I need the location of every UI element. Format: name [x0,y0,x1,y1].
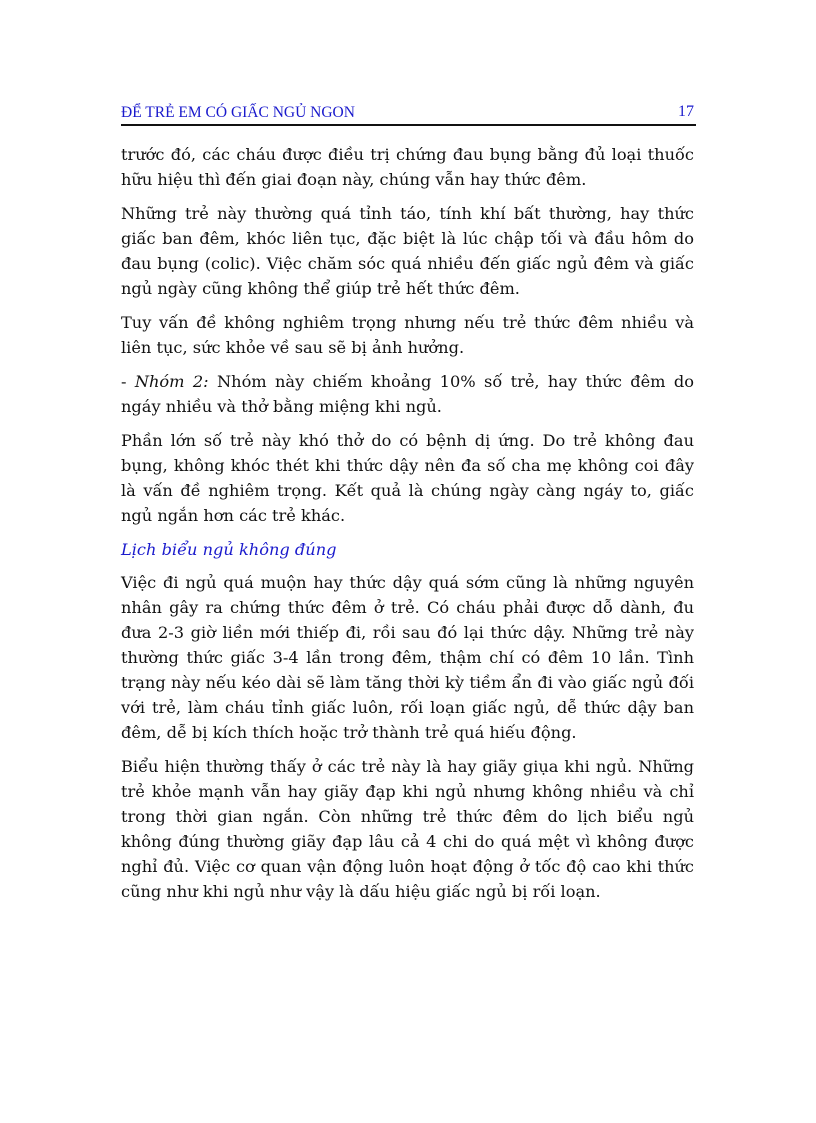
paragraph-7: Biểu hiện thường thấy ở các trẻ này là hay giãy giụa khi ngủ. Những trẻ khỏe mạnh vẫn hay giãy đạp khi ngủ nhưng không nhiều và chỉ trong thời gian ngắn. Còn những trẻ thức đêm do lịch biểu ngủ không đúng thường giãy đạp lâu cả 4 chi do quá mệt vì không được nghỉ đủ. Việc cơ quan vận động luôn hoạt động ở tốc độ cao khi thức cũng như khi ngủ như vậy là dấu hiệu giấc ngủ bị rối loạn. [121,757,694,901]
paragraph-group-2 [121,369,694,419]
header-title: ĐỂ TRẺ EM CÓ GIẤC NGỦ NGON [121,104,355,121]
page-number: 17 [678,103,694,120]
group-description: Nhóm này chiếm khoảng 10% số trẻ, hay thức đêm do ngáy nhiều và thở bằng miệng khi ngủ. [121,372,694,416]
section-subheading: Lịch biểu ngủ không đúng [121,540,337,559]
list-dash: - [121,372,135,391]
paragraph-1: trước đó, các cháu được điều trị chứng đau bụng bằng đủ loại thuốc hữu hiệu thì đến giai đoạn này, chúng vẫn hay thức đêm. [121,145,694,189]
page-body [121,142,694,913]
group-label: Nhóm 2: [134,372,209,391]
paragraph-3: Tuy vấn đề không nghiêm trọng nhưng nếu trẻ thức đêm nhiều và liên tục, sức khỏe về sau sẽ bị ảnh hưởng. [121,313,694,357]
paragraph-5: Phần lớn số trẻ này khó thở do có bệnh dị ứng. Do trẻ không đau bụng, không khóc thét khi thức dậy nên đa số cha mẹ không coi đây là vấn đề nghiêm trọng. Kết quả là chúng ngày càng ngáy to, giấc ngủ ngắn hơn các trẻ khác. [121,431,694,525]
paragraph-2: Những trẻ này thường quá tỉnh táo, tính khí bất thường, hay thức giấc ban đêm, khóc liên tục, đặc biệt là lúc chập tối và đầu hôm do đau bụng (colic). Việc chăm sóc quá nhiều đến giấc ngủ đêm và giấc ngủ ngày cũng không thể giúp trẻ hết thức đêm. [121,204,694,298]
running-header [121,102,696,126]
paragraph-6: Việc đi ngủ quá muộn hay thức dậy quá sớm cũng là những nguyên nhân gây ra chứng thức đêm ở trẻ. Có cháu phải được dỗ dành, đu đưa 2-3 giờ liền mới thiếp đi, rồi sau đó lại thức dậy. Những trẻ này thường thức giấc 3-4 lần trong đêm, thậm chí có đêm 10 lần. Tình trạng này nếu kéo dài sẽ làm tăng thời kỳ tiềm ẩn đi vào giấc ngủ đối với trẻ, làm cháu tỉnh giấc luôn, rối loạn giấc ngủ, dễ thức dậy ban đêm, dễ bị kích thích hoặc trở thành trẻ quá hiếu động. [121,573,694,742]
